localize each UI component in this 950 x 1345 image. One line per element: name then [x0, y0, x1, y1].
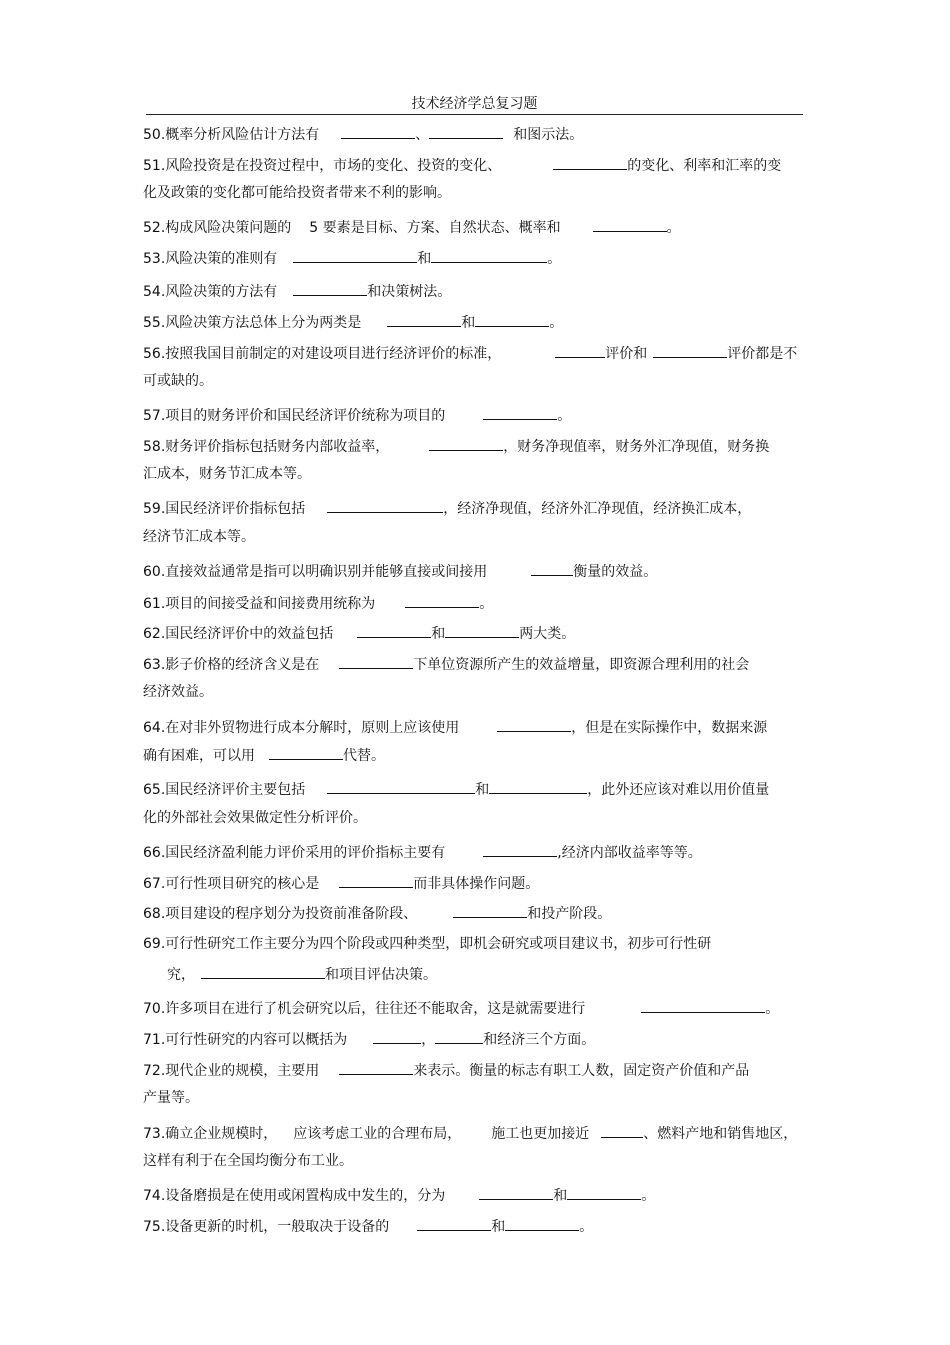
- answer-blank: [653, 342, 727, 358]
- question-text: 52.构成风险决策问题的: [143, 220, 292, 236]
- question-64-continued: [143, 744, 822, 766]
- question-text: 51.风险投资是在投资过程中，市场的变化、投资的变化、: [143, 158, 502, 174]
- question-text: 59.国民经济评价指标包括: [143, 501, 306, 517]
- question-text: 衡量的效益。: [573, 564, 658, 580]
- question-text: 和: [491, 1219, 506, 1235]
- question-63: [143, 653, 822, 675]
- question-text: 60.直接效益通常是指可以明确识别并能够直接或间接用: [143, 564, 488, 580]
- question-73: [143, 1122, 822, 1144]
- question-text: 经济效益。: [143, 684, 213, 700]
- question-72: [143, 1059, 822, 1081]
- question-text: 75.设备更新的时机，一般取决于设备的: [143, 1219, 390, 1235]
- question-text: ,经济内部收益率等等。: [557, 845, 702, 861]
- question-text: 。: [549, 315, 564, 331]
- question-text: 71.可行性研究的内容可以概括为: [143, 1032, 348, 1048]
- question-text: 下单位资源所产生的效益增量，即资源合理利用的社会: [413, 657, 750, 673]
- answer-blank: [327, 497, 443, 513]
- question-58: [143, 435, 822, 457]
- answer-blank: [405, 592, 479, 608]
- question-text: 来表示。衡量的标志有职工人数，固定资产价值和产品: [413, 1063, 750, 1079]
- question-text: 施工也更加接近: [491, 1126, 590, 1142]
- question-text: 。: [479, 596, 494, 612]
- question-text: 究，: [167, 967, 195, 983]
- question-text: 57.项目的财务评价和国民经济评价统称为项目的: [143, 408, 446, 424]
- question-text: 、燃料产地和销售地区，: [643, 1126, 798, 1142]
- question-text: 评价都是不: [727, 346, 798, 362]
- question-text: 和: [553, 1188, 568, 1204]
- question-75: [143, 1215, 822, 1237]
- question-50: [143, 123, 822, 145]
- question-text: 69.可行性研究工作主要分为四个阶段或四种类型，即机会研究或项目建议书，初步可行性研: [143, 936, 712, 952]
- question-59-continued: [143, 526, 822, 548]
- answer-blank: [553, 154, 627, 170]
- question-71: [143, 1028, 822, 1050]
- answer-blank: [429, 435, 503, 451]
- question-text: 63.影子价格的经济含义是在: [143, 657, 320, 673]
- question-text: 评价和: [605, 346, 648, 362]
- answer-blank: [357, 622, 431, 638]
- question-text: 两大类。: [519, 626, 576, 642]
- question-text: 而非具体操作问题。: [413, 876, 540, 892]
- question-text: 56.按照我国目前制定的对建设项目进行经济评价的标准，: [143, 346, 502, 362]
- question-text: ，此外还应该对难以用价值量: [587, 782, 770, 798]
- question-54: [143, 280, 822, 302]
- answer-blank: [339, 1059, 413, 1075]
- question-text: 可或缺的。: [143, 373, 213, 389]
- question-text: 54.风险决策的方法有: [143, 284, 278, 300]
- question-text: 53.风险决策的准则有: [143, 251, 278, 267]
- answer-blank: [531, 560, 573, 576]
- question-text: 、: [415, 127, 430, 143]
- question-73-continued: [143, 1150, 822, 1172]
- question-53: [143, 247, 822, 269]
- question-69: [143, 933, 822, 955]
- answer-blank: [417, 1215, 491, 1231]
- answer-blank: [387, 311, 461, 327]
- answer-blank: [293, 280, 367, 296]
- question-58-continued: [143, 463, 822, 485]
- answer-blank: [429, 123, 503, 139]
- answer-blank: [201, 963, 325, 979]
- question-text: 58.财务评价指标包括财务内部收益率，: [143, 439, 390, 455]
- answer-blank: [483, 404, 557, 420]
- question-63-continued: [143, 681, 822, 703]
- answer-blank: [567, 1184, 641, 1200]
- question-text: 汇成本，财务节汇成本等。: [143, 466, 311, 482]
- question-text: ，经济净现值，经济外汇净现值，经济换汇成本，: [443, 501, 752, 517]
- answer-blank: [435, 1028, 483, 1044]
- answer-blank: [641, 997, 765, 1013]
- question-68: [143, 902, 822, 924]
- question-text: 74.设备磨损是在使用或闲置构成中发生的，分为: [143, 1188, 446, 1204]
- question-56-continued: [143, 370, 822, 392]
- answer-blank: [341, 123, 415, 139]
- question-text: 62.国民经济评价中的效益包括: [143, 626, 334, 642]
- question-text: 。: [765, 1001, 780, 1017]
- answer-blank: [497, 716, 571, 732]
- question-55: [143, 311, 822, 333]
- question-text: 和图示法。: [513, 127, 584, 143]
- question-59: [143, 497, 822, 519]
- question-text: 。: [579, 1219, 594, 1235]
- question-74: [143, 1184, 822, 1206]
- answer-blank: [269, 744, 343, 760]
- question-text: ，财务净现值率，财务外汇净现值，财务换: [503, 439, 770, 455]
- page-header-title: 技术经济学总复习题: [146, 94, 803, 115]
- question-text: 61.项目的间接受益和间接费用统称为: [143, 596, 376, 612]
- question-65: [143, 778, 822, 800]
- question-text: 和项目评估决策。: [325, 967, 437, 983]
- answer-blank: [445, 622, 519, 638]
- question-text: 55.风险决策方法总体上分为两类是: [143, 315, 362, 331]
- answer-blank: [593, 216, 667, 232]
- question-text: ，: [421, 1032, 436, 1048]
- question-52: [143, 216, 822, 238]
- question-text: 产量等。: [143, 1090, 199, 1106]
- question-69-continued: [167, 963, 822, 985]
- question-text: 化及政策的变化都可能给投资者带来不利的影响。: [143, 185, 451, 201]
- question-text: 64.在对非外贸物进行成本分解时，原则上应该使用: [143, 720, 460, 736]
- question-66: [143, 841, 822, 863]
- question-text: 66.国民经济盈利能力评价采用的评价指标主要有: [143, 845, 446, 861]
- answer-blank: [489, 778, 587, 794]
- answer-blank: [475, 311, 549, 327]
- question-64: [143, 716, 822, 738]
- question-text: 和经济三个方面。: [483, 1032, 596, 1048]
- question-text: 和: [461, 315, 476, 331]
- question-text: 经济节汇成本等。: [143, 529, 255, 545]
- question-70: [143, 997, 822, 1019]
- question-text: 67.可行性项目研究的核心是: [143, 876, 320, 892]
- question-text: 65.国民经济评价主要包括: [143, 782, 306, 798]
- question-60: [143, 560, 822, 582]
- question-text: 。: [641, 1188, 656, 1204]
- question-51: [143, 154, 822, 176]
- question-text: 和: [431, 626, 446, 642]
- question-text: 和投产阶段。: [527, 906, 612, 922]
- answer-blank: [555, 342, 605, 358]
- answer-blank: [505, 1215, 579, 1231]
- question-72-continued: [143, 1087, 822, 1109]
- answer-blank: [339, 872, 413, 888]
- question-text: 确有困难，可以用: [143, 748, 255, 764]
- question-text: 化的外部社会效果做定性分析评价。: [143, 810, 367, 826]
- question-text: 应该考虑工业的合理布局，: [293, 1126, 462, 1142]
- question-62: [143, 622, 822, 644]
- answer-blank: [339, 653, 413, 669]
- answer-blank: [601, 1122, 643, 1138]
- question-text: 代替。: [343, 748, 385, 764]
- question-text: 50.概率分析风险估计方法有: [143, 127, 320, 143]
- question-text: 的变化、利率和汇率的变: [627, 158, 782, 174]
- answer-blank: [483, 841, 557, 857]
- question-56: [143, 342, 822, 364]
- answer-blank: [479, 1184, 553, 1200]
- answer-blank: [327, 778, 475, 794]
- question-text: 5 要素是目标、方案、自然状态、概率和: [309, 220, 561, 236]
- question-text: 68.项目建设的程序划分为投资前准备阶段、: [143, 906, 418, 922]
- question-text: 和: [475, 782, 490, 798]
- question-text: 73.确立企业规模时，: [143, 1126, 278, 1142]
- question-text: 70.许多项目在进行了机会研究以后，往往还不能取舍，这是就需要进行: [143, 1001, 586, 1017]
- question-51-continued: [143, 182, 822, 204]
- answer-blank: [453, 902, 527, 918]
- question-text: ，但是在实际操作中，数据来源: [571, 720, 768, 736]
- answer-blank: [293, 247, 417, 263]
- answer-blank: [373, 1028, 421, 1044]
- question-text: 这样有利于在全国均衡分布工业。: [143, 1153, 353, 1169]
- question-text: 和决策树法。: [367, 284, 452, 300]
- question-text: 72.现代企业的规模，主要用: [143, 1063, 320, 1079]
- question-61: [143, 592, 822, 614]
- question-text: 。: [666, 220, 681, 236]
- question-67: [143, 872, 822, 894]
- question-text: 。: [557, 408, 572, 424]
- question-65-continued: [143, 807, 822, 829]
- question-text: 和: [417, 251, 432, 267]
- question-text: 。: [547, 251, 562, 267]
- question-57: [143, 404, 822, 426]
- answer-blank: [431, 247, 547, 263]
